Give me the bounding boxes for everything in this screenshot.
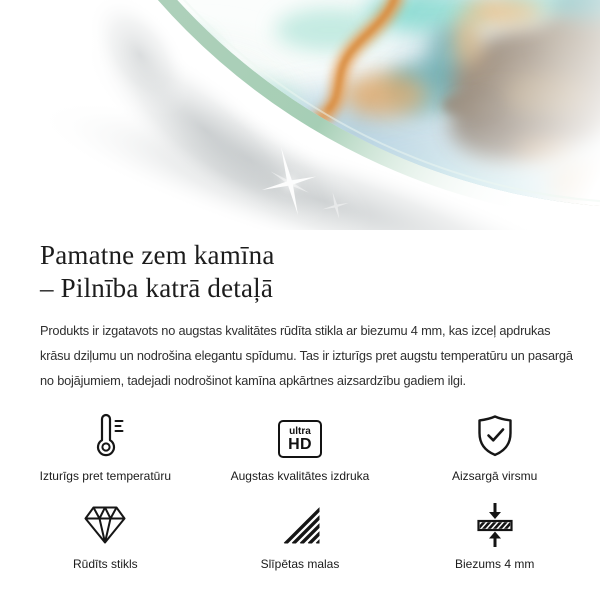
feature-item [8, 498, 203, 571]
diamond-icon [81, 498, 129, 548]
feature-item [8, 410, 203, 483]
thickness-icon [471, 498, 519, 548]
page-title-line-2: – Pilnība katrā detaļā [40, 273, 274, 303]
feature-item [203, 498, 398, 571]
ultra-hd-icon [278, 410, 322, 460]
product-image [0, 0, 600, 230]
ultra-hd-text-top: ultra [289, 425, 311, 437]
description-line: no bojājumiem, tadejadi nodrošinot kamīna apkārtnes aizsardzību gadiem ilgi. [40, 373, 466, 388]
description-line: krāsu dziļumu un nodrošina elegantu spīdumu. Tas ir izturīgs pret augstu temperatūru un pasargā [40, 348, 573, 363]
page-title-line-1: Pamatne zem kamīna [40, 240, 275, 270]
feature-label: Biezums 4 mm [454, 557, 535, 571]
beveled-edge-icon [276, 498, 324, 548]
feature-item [203, 410, 398, 483]
glass-panel-illustration [0, 0, 600, 230]
feature-label: Rūdīts stikls [72, 557, 138, 571]
feature-label: Slīpētas malas [260, 557, 340, 571]
feature-label: Aizsargā virsmu [451, 469, 538, 483]
product-description [40, 318, 600, 393]
thermometer-icon [81, 410, 129, 460]
feature-item [397, 498, 592, 571]
page-title [40, 239, 600, 305]
feature-label: Augstas kvalitātes izdruka [230, 469, 370, 483]
feature-item [397, 410, 592, 483]
product-info-section [0, 239, 600, 571]
ultra-hd-text-bottom: HD [288, 435, 312, 453]
feature-label: Izturīgs pret temperatūru [39, 469, 172, 483]
description-line: Produkts ir izgatavots no augstas kvalitātes rūdīta stikla ar biezumu 4 mm, kas izceļ apdrukas [40, 323, 551, 338]
features-grid [0, 410, 600, 571]
shield-check-icon [471, 410, 519, 460]
